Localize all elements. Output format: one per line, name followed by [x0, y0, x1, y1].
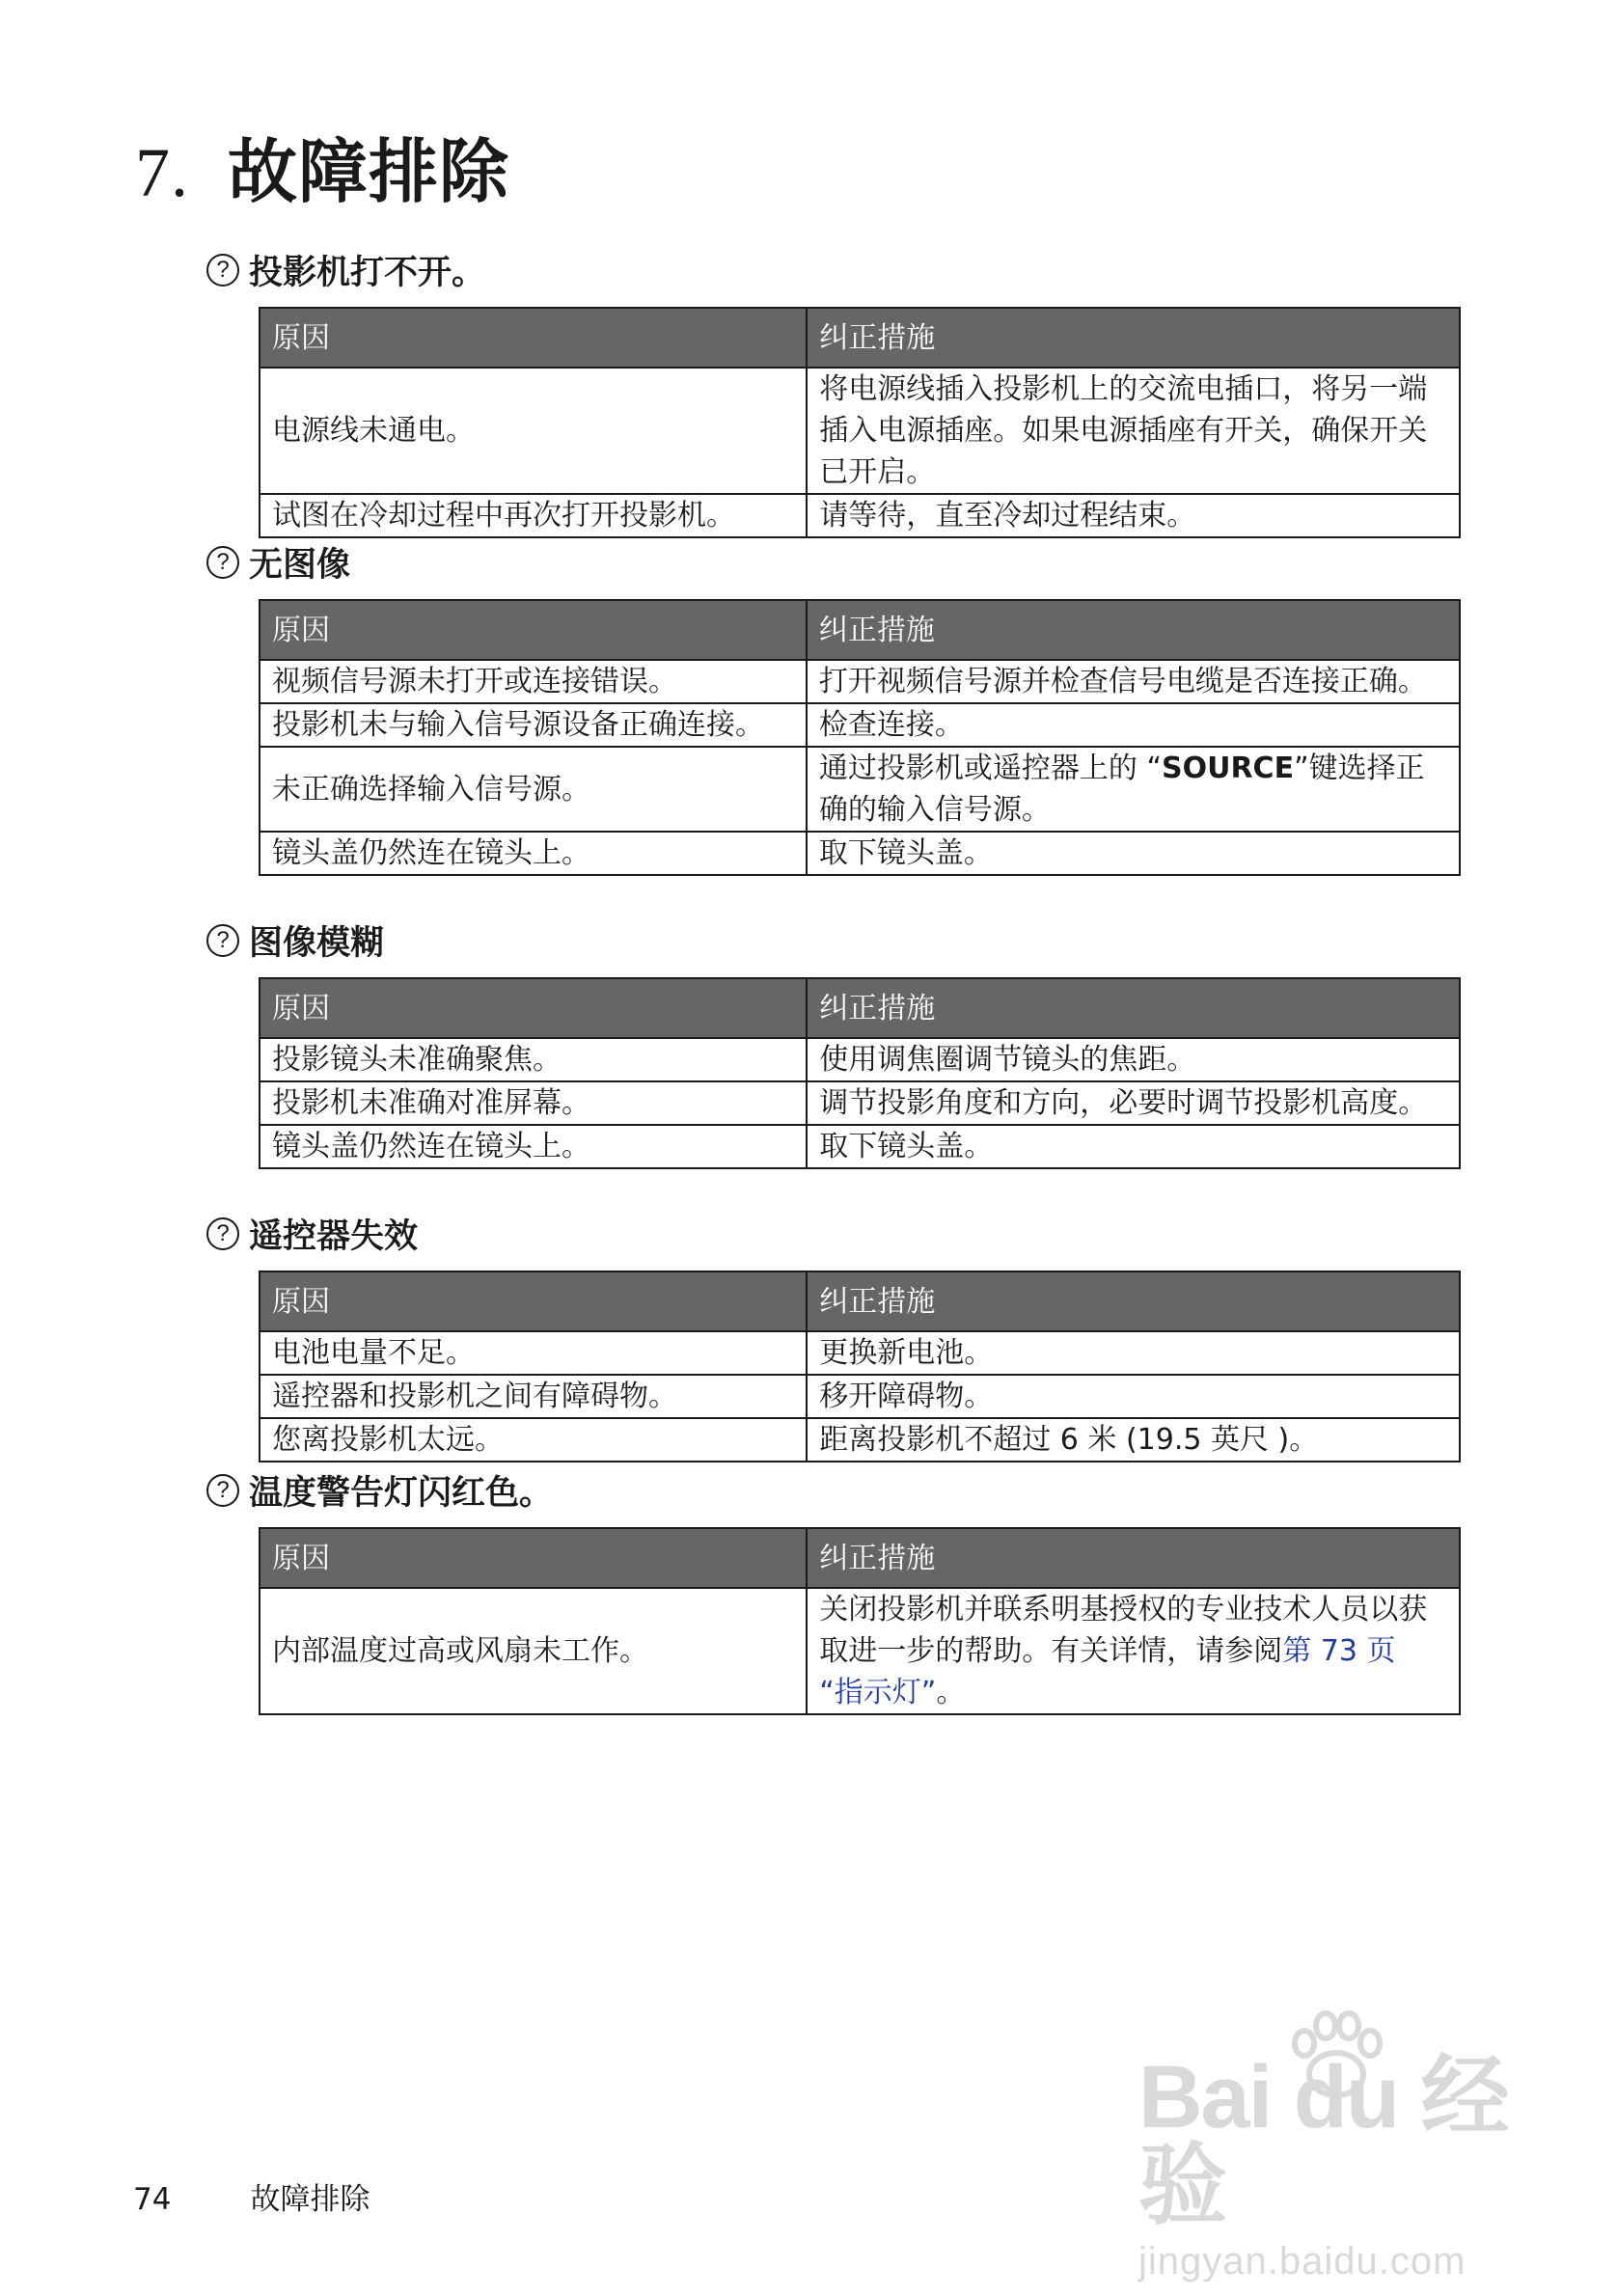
table-row: [260, 368, 1460, 494]
table-row: [260, 1081, 1460, 1125]
cause-cell: 视频信号源未打开或连接错误。: [260, 660, 807, 703]
header-cause: 原因: [260, 978, 807, 1038]
section-no-image: [206, 538, 1461, 870]
fix-cell: 距离投影机不超过 6 米 (19.5 英尺 )。: [807, 1418, 1460, 1462]
section-heading: [206, 246, 1461, 294]
footer-section: 故障排除: [250, 2182, 370, 2217]
section-heading: [206, 1466, 1461, 1515]
fix-cell: 检查连接。: [807, 703, 1460, 747]
fix-cell: 移开障碍物。: [807, 1375, 1460, 1418]
table-row: [260, 1588, 1460, 1714]
fix-text: 。: [936, 1676, 966, 1709]
table-row: [260, 747, 1460, 832]
cause-cell: 您离投影机太远。: [260, 1418, 807, 1462]
table-row: [260, 1038, 1460, 1081]
question-mark-icon: ?: [206, 1474, 239, 1507]
fix-cell: 请等待，直至冷却过程结束。: [807, 494, 1460, 537]
fix-text: 通过投影机或遥控器上的 “: [818, 752, 1162, 785]
section-title: 遥控器失效: [249, 1217, 419, 1256]
question-mark-icon: ?: [206, 546, 239, 579]
fix-cell: 取下镜头盖。: [807, 1125, 1460, 1168]
cause-cell: 镜头盖仍然连在镜头上。: [260, 1125, 807, 1168]
header-fix: 纠正措施: [807, 1528, 1460, 1588]
page-title: [135, 131, 510, 212]
indicator-page-link[interactable]: 第 73 页 “指示灯”: [819, 1634, 1396, 1709]
section-remote: [206, 1210, 1461, 1457]
section-title: 温度警告灯闪红色。: [249, 1474, 554, 1513]
section-power: [206, 246, 1461, 533]
fix-cell: 使用调焦圈调节镜头的焦距。: [807, 1038, 1460, 1081]
header-cause: 原因: [260, 1528, 807, 1588]
fix-cell: 将电源线插入投影机上的交流电插口，将另一端插入电源插座。如果电源插座有开关，确保开关已开启。: [807, 368, 1460, 494]
cause-cell: 投影机未准确对准屏幕。: [260, 1081, 807, 1125]
troubleshooting-table: [259, 599, 1461, 876]
header-cause: 原因: [260, 600, 807, 660]
table-row: [260, 832, 1460, 875]
table-row: [260, 1331, 1460, 1375]
table-row: [260, 494, 1460, 537]
cause-cell: 电源线未通电。: [260, 368, 807, 494]
chapter-title: 故障排除: [228, 131, 510, 212]
question-mark-icon: ?: [206, 924, 239, 957]
page-number: 74: [133, 2182, 172, 2217]
source-key-label: SOURCE: [1161, 752, 1295, 785]
section-heading: [206, 1210, 1461, 1258]
table-row: [260, 1418, 1460, 1462]
cause-cell: 内部温度过高或风扇未工作。: [260, 1588, 807, 1714]
header-cause: 原因: [260, 308, 807, 368]
table-row: [260, 703, 1460, 747]
table-row: [260, 660, 1460, 703]
section-title: 无图像: [249, 546, 351, 585]
header-fix: 纠正措施: [807, 308, 1460, 368]
fix-cell: [807, 1588, 1460, 1714]
section-title: 图像模糊: [249, 924, 385, 963]
table-header-row: [260, 1271, 1460, 1331]
cause-cell: 电池电量不足。: [260, 1331, 807, 1375]
section-blurry-image: [206, 916, 1461, 1163]
watermark-url: jingyan.baidu.com: [1138, 2240, 1466, 2282]
watermark-logo: Bai du 经验: [1138, 2048, 1508, 2235]
cause-cell: 遥控器和投影机之间有障碍物。: [260, 1375, 807, 1418]
section-temperature: [206, 1466, 1461, 1709]
cause-cell: 未正确选择输入信号源。: [260, 747, 807, 832]
fix-cell: 取下镜头盖。: [807, 832, 1460, 875]
troubleshooting-table: [259, 1271, 1461, 1462]
cause-cell: 投影镜头未准确聚焦。: [260, 1038, 807, 1081]
table-header-row: [260, 978, 1460, 1038]
fix-text: ”键选择正确的输入信号源。: [818, 752, 1425, 827]
table-header-row: [260, 308, 1460, 368]
question-mark-icon: ?: [206, 254, 239, 287]
table-row: [260, 1375, 1460, 1418]
cause-cell: 试图在冷却过程中再次打开投影机。: [260, 494, 807, 537]
table-header-row: [260, 1528, 1460, 1588]
fix-cell: 打开视频信号源并检查信号电缆是否连接正确。: [807, 660, 1460, 703]
paw-icon: [1283, 2005, 1389, 2111]
troubleshooting-table: [259, 307, 1461, 538]
fix-cell: [807, 747, 1460, 832]
fix-cell: 更换新电池。: [807, 1331, 1460, 1375]
cause-cell: 投影机未与输入信号源设备正确连接。: [260, 703, 807, 747]
cause-cell: 镜头盖仍然连在镜头上。: [260, 832, 807, 875]
troubleshooting-table: [259, 977, 1461, 1169]
section-heading: [206, 916, 1461, 965]
fix-text: 关闭投影机并联系明基授权的专业技术人员以获取进一步的帮助。有关详情，请参阅: [819, 1593, 1428, 1668]
page-footer: [133, 2174, 370, 2218]
table-row: [260, 1125, 1460, 1168]
question-mark-icon: ?: [206, 1217, 239, 1250]
section-title: 投影机打不开。: [249, 254, 486, 292]
table-header-row: [260, 600, 1460, 660]
troubleshooting-table: [259, 1527, 1461, 1715]
header-cause: 原因: [260, 1271, 807, 1331]
header-fix: 纠正措施: [807, 978, 1460, 1038]
header-fix: 纠正措施: [807, 600, 1460, 660]
fix-cell: 调节投影角度和方向，必要时调节投影机高度。: [807, 1081, 1460, 1125]
watermark: [1138, 2048, 1544, 2282]
header-fix: 纠正措施: [807, 1271, 1460, 1331]
chapter-number: 7.: [135, 134, 189, 211]
section-heading: [206, 538, 1461, 587]
